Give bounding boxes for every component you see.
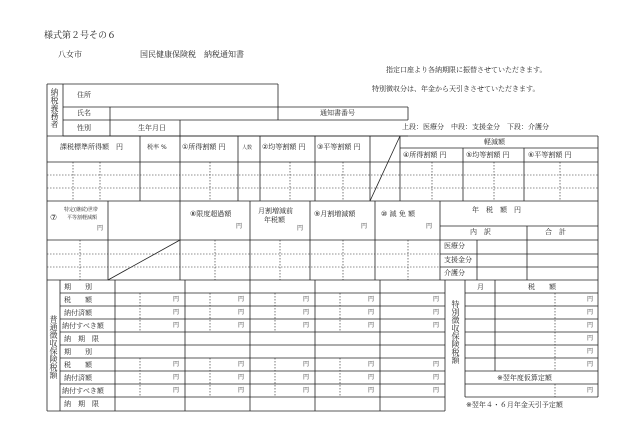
specific-household-label: 特定(継続)世帯: [64, 207, 98, 213]
special-tax-header: 税 額: [528, 283, 556, 291]
specific-reduction-unit: 円: [97, 225, 104, 232]
specific-reduction-number: ⑦: [50, 213, 58, 222]
note-account-transfer: 指定口座より各納期限に振替させていただきます。: [386, 66, 547, 74]
yen-unit: 円: [368, 296, 375, 303]
yen-unit: 円: [238, 387, 245, 394]
reduction-equal-header: ⑤均等割額 円: [466, 151, 510, 159]
yen-unit: 円: [433, 296, 440, 303]
yen-unit: 円: [433, 374, 440, 381]
yen-unit: 円: [368, 322, 375, 329]
yen-unit: 円: [368, 361, 375, 368]
yen-unit: 円: [173, 296, 180, 303]
monthly-adjust-unit: 円: [297, 225, 304, 232]
tax-rate-header: 税率 %: [147, 144, 167, 151]
address-label: 住所: [77, 91, 91, 99]
ordinary-section-label: 普通徴収保険税額: [49, 315, 58, 379]
deadline-label-2: 納 期 限: [64, 400, 99, 408]
medical-label: 医療分: [444, 242, 465, 250]
monthly-adjust-amount-header: ⑨月割増減額: [314, 210, 356, 218]
base-income-header: 課税標準所得額 円: [60, 143, 123, 151]
yen-unit: 円: [587, 296, 594, 303]
equal-split-header: ②均等割額 円: [262, 143, 306, 151]
yen-unit: 円: [587, 348, 594, 355]
tier-legend: 上段：医療分 中段：支援金分 下段：介護分: [402, 123, 549, 131]
yen-unit: 円: [368, 309, 375, 316]
monthly-adjust-amount-unit: 円: [361, 223, 368, 230]
period-label-2: 期 別: [64, 348, 92, 356]
tax-label-2: 税 額: [64, 361, 92, 369]
yen-unit: 円: [303, 309, 310, 316]
breakdown-header: 内 訳: [470, 228, 491, 236]
monthly-adjust-annual-label: 年税額: [264, 216, 285, 224]
special-month-header: 月: [477, 283, 484, 291]
yen-unit: 円: [587, 322, 594, 329]
tax-label-1: 税 額: [64, 296, 92, 304]
yen-unit: 円: [587, 361, 594, 368]
paid-label-2: 納付済額: [64, 374, 92, 382]
total-header: 合 計: [545, 228, 566, 236]
yen-unit: 円: [238, 309, 245, 316]
deadline-label-1: 納 期 限: [64, 335, 99, 343]
sex-label: 性別: [77, 124, 91, 132]
yen-unit: 円: [173, 309, 180, 316]
yen-unit: 円: [433, 322, 440, 329]
yen-unit: 円: [303, 374, 310, 381]
yen-unit: 円: [368, 374, 375, 381]
yen-unit: 円: [238, 322, 245, 329]
yen-unit: 円: [238, 374, 245, 381]
yen-unit: 円: [303, 387, 310, 394]
flat-reduction-label: 平等割軽減額: [67, 215, 98, 221]
yen-unit: 円: [173, 361, 180, 368]
flat-split-header: ③平等割額 円: [317, 143, 361, 151]
yen-unit: 円: [433, 309, 440, 316]
yen-unit: 円: [587, 335, 594, 342]
next-year-provisional-label: ※翌年度仮算定額: [497, 374, 552, 382]
ordinary-collection-lines: [47, 280, 445, 411]
special-section-label: 特別徴収保険税額: [451, 300, 460, 364]
pension-deduction-footnote: ※翌年４・６月年金天引予定額: [466, 401, 563, 409]
birth-date-label: 生年月日: [138, 124, 166, 132]
yen-unit: 円: [173, 374, 180, 381]
notice-number-label: 通知書番号: [320, 109, 355, 117]
paid-label-1: 納付済額: [64, 309, 92, 317]
persons-header: 人数: [242, 145, 253, 151]
form-number: 様式第２号その６: [44, 31, 117, 41]
annual-tax-header: 年 税 額 円: [472, 206, 521, 214]
to-pay-label-1: 納付すべき額: [62, 322, 104, 330]
name-label: 氏名: [77, 109, 91, 117]
yen-unit: 円: [238, 296, 245, 303]
city-name: 八女市: [58, 50, 82, 59]
taxpayer-section-label: 納税義務者: [50, 88, 59, 128]
support-label: 支援金分: [444, 256, 472, 264]
yen-unit: 円: [368, 387, 375, 394]
yen-unit: 円: [303, 361, 310, 368]
reduction-header: 軽減額: [484, 138, 505, 146]
over-limit-header: ⑧限度超過額: [190, 210, 232, 218]
exemption-header: ⑩ 減 免 額: [381, 210, 415, 218]
care-label: 介護分: [444, 269, 465, 277]
period-label-1: 期 別: [64, 283, 92, 291]
yen-unit: 円: [238, 361, 245, 368]
yen-unit: 円: [587, 387, 594, 394]
yen-unit: 円: [433, 361, 440, 368]
exemption-unit: 円: [426, 223, 433, 230]
yen-unit: 円: [303, 296, 310, 303]
yen-unit: 円: [303, 322, 310, 329]
monthly-adjust-before-label: 月割増減前: [258, 207, 293, 215]
reduction-income-header: ④所得割額 円: [403, 151, 447, 159]
to-pay-label-2: 納付すべき額: [62, 387, 104, 395]
income-split-header: ①所得割額 円: [182, 143, 226, 151]
yen-unit: 円: [587, 309, 594, 316]
form-title: 国民健康保険税 納税通知書: [140, 50, 244, 59]
yen-unit: 円: [173, 387, 180, 394]
yen-unit: 円: [433, 387, 440, 394]
note-pension-deduction: 特別徴収分は、年金から天引きさせていただきます。: [372, 85, 540, 93]
reduction-flat-header: ⑥平等割額 円: [528, 151, 572, 159]
yen-unit: 円: [173, 322, 180, 329]
over-limit-unit: 円: [236, 223, 243, 230]
